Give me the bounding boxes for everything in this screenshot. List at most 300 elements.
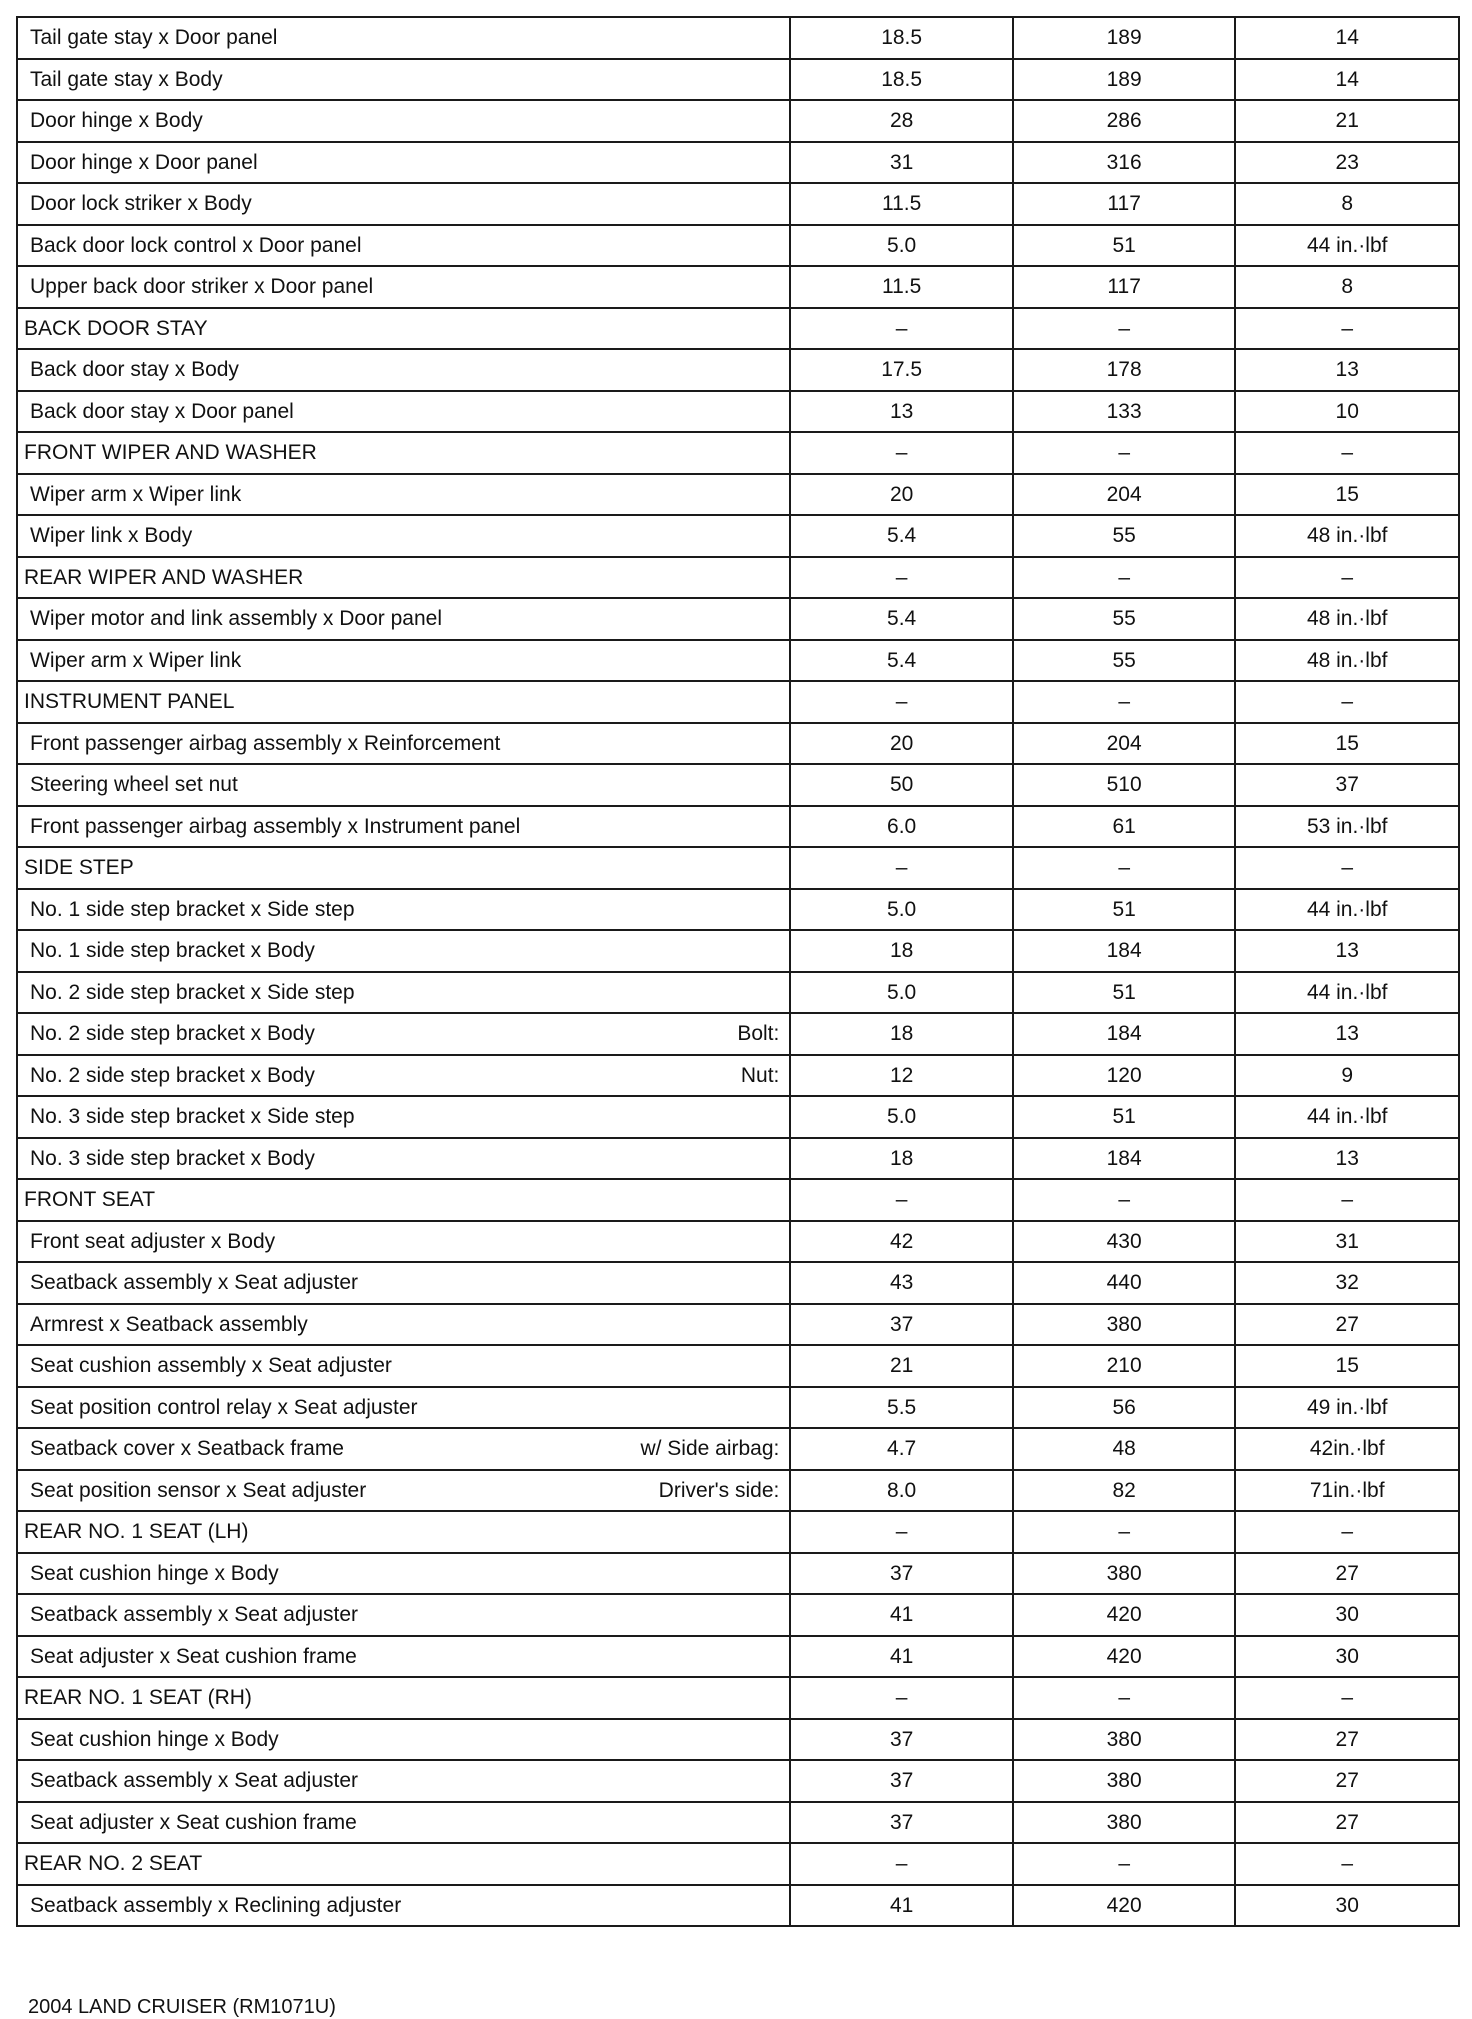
item-cell-content <box>30 401 789 422</box>
table-row <box>17 1096 1459 1138</box>
part-label: Tail gate stay x Body <box>30 67 223 91</box>
item-cell-content <box>24 1521 789 1542</box>
torque-nm-cell: 5.4 <box>790 598 1013 640</box>
item-cell <box>17 598 790 640</box>
item-cell <box>17 557 790 599</box>
item-cell <box>17 1179 790 1221</box>
torque-nm-cell: 5.4 <box>790 640 1013 682</box>
torque-nm-cell: – <box>790 1511 1013 1553</box>
torque-kgfcm-cell: – <box>1013 432 1236 474</box>
part-label: Seat cushion assembly x Seat adjuster <box>30 1354 392 1378</box>
item-cell <box>17 349 790 391</box>
torque-nm-cell: 41 <box>790 1636 1013 1678</box>
part-label: Steering wheel set nut <box>30 773 238 797</box>
part-label: Wiper motor and link assembly x Door panel <box>30 607 443 631</box>
torque-nm-cell: 42 <box>790 1221 1013 1263</box>
section-header-row <box>17 1511 1459 1553</box>
item-cell <box>17 1719 790 1761</box>
item-cell-content <box>30 1729 789 1750</box>
torque-ftlbf-cell: 8 <box>1235 266 1459 308</box>
torque-kgfcm-cell: 61 <box>1013 806 1236 848</box>
torque-nm-cell: 37 <box>790 1553 1013 1595</box>
item-cell-content <box>30 1812 789 1833</box>
torque-ftlbf-cell: 44 in.·lbf <box>1235 1096 1459 1138</box>
torque-ftlbf-cell: 13 <box>1235 1013 1459 1055</box>
part-label: No. 3 side step bracket x Side step <box>30 1105 355 1129</box>
part-label: No. 1 side step bracket x Side step <box>30 897 355 921</box>
item-cell-content <box>30 1563 789 1584</box>
torque-kgfcm-cell: 210 <box>1013 1345 1236 1387</box>
item-cell <box>17 432 790 474</box>
item-cell <box>17 183 790 225</box>
part-label: No. 2 side step bracket x Body <box>30 1022 315 1046</box>
part-label: Wiper arm x Wiper link <box>30 648 242 672</box>
torque-nm-cell: – <box>790 1677 1013 1719</box>
item-cell-content <box>30 110 789 131</box>
torque-nm-cell: – <box>790 557 1013 599</box>
table-row <box>17 225 1459 267</box>
torque-ftlbf-cell: 14 <box>1235 59 1459 101</box>
item-cell <box>17 1013 790 1055</box>
part-label: Seatback assembly x Seat adjuster <box>30 1271 359 1295</box>
item-cell <box>17 764 790 806</box>
torque-ftlbf-cell: 49 in.·lbf <box>1235 1387 1459 1429</box>
part-label: Back door stay x Body <box>30 358 239 382</box>
item-cell-content <box>30 982 789 1003</box>
section-header-row <box>17 557 1459 599</box>
torque-nm-cell: 18.5 <box>790 17 1013 59</box>
torque-kgfcm-cell: 184 <box>1013 1138 1236 1180</box>
item-cell <box>17 1843 790 1885</box>
torque-nm-cell: – <box>790 308 1013 350</box>
item-cell <box>17 1677 790 1719</box>
part-label: No. 2 side step bracket x Side step <box>30 980 355 1004</box>
table-row <box>17 474 1459 516</box>
torque-kgfcm-cell: – <box>1013 681 1236 723</box>
torque-kgfcm-cell: – <box>1013 1511 1236 1553</box>
item-cell-content <box>30 1895 789 1916</box>
section-title: REAR NO. 2 SEAT <box>24 1852 203 1876</box>
item-cell <box>17 1096 790 1138</box>
part-label: Armrest x Seatback assembly <box>30 1312 308 1336</box>
torque-kgfcm-cell: 51 <box>1013 1096 1236 1138</box>
torque-ftlbf-cell: 27 <box>1235 1553 1459 1595</box>
part-label: Door lock striker x Body <box>30 192 252 216</box>
torque-ftlbf-cell: 32 <box>1235 1262 1459 1304</box>
torque-kgfcm-cell: 420 <box>1013 1636 1236 1678</box>
torque-kgfcm-cell: 420 <box>1013 1885 1236 1927</box>
item-cell <box>17 225 790 267</box>
item-cell-content <box>30 608 789 629</box>
table-row <box>17 1055 1459 1097</box>
part-label: Back door lock control x Door panel <box>30 233 362 257</box>
item-cell <box>17 847 790 889</box>
torque-kgfcm-cell: 380 <box>1013 1304 1236 1346</box>
item-cell-content <box>30 235 789 256</box>
item-cell-content <box>30 1065 789 1086</box>
torque-ftlbf-cell: 15 <box>1235 1345 1459 1387</box>
section-title: REAR WIPER AND WASHER <box>24 565 304 589</box>
part-label: Door hinge x Door panel <box>30 150 258 174</box>
torque-ftlbf-cell: 27 <box>1235 1802 1459 1844</box>
table-row <box>17 266 1459 308</box>
torque-ftlbf-cell: 10 <box>1235 391 1459 433</box>
section-header-row <box>17 1843 1459 1885</box>
item-cell-content <box>30 899 789 920</box>
torque-nm-cell: 18 <box>790 1013 1013 1055</box>
item-cell-content <box>30 1397 789 1418</box>
section-header-row <box>17 1677 1459 1719</box>
torque-nm-cell: 20 <box>790 723 1013 765</box>
part-label: Seatback assembly x Seat adjuster <box>30 1603 359 1627</box>
item-cell <box>17 1885 790 1927</box>
item-cell-content <box>24 857 789 878</box>
torque-kgfcm-cell: – <box>1013 1179 1236 1221</box>
torque-ftlbf-cell: 13 <box>1235 349 1459 391</box>
torque-nm-cell: 50 <box>790 764 1013 806</box>
torque-nm-cell: 13 <box>790 391 1013 433</box>
torque-ftlbf-cell: – <box>1235 308 1459 350</box>
item-cell-content <box>30 1023 789 1044</box>
torque-kgfcm-cell: 204 <box>1013 474 1236 516</box>
torque-nm-cell: 5.0 <box>790 225 1013 267</box>
torque-kgfcm-cell: 133 <box>1013 391 1236 433</box>
item-cell <box>17 1055 790 1097</box>
torque-nm-cell: 11.5 <box>790 266 1013 308</box>
table-row <box>17 889 1459 931</box>
torque-ftlbf-cell: – <box>1235 557 1459 599</box>
item-cell <box>17 142 790 184</box>
torque-ftlbf-cell: 30 <box>1235 1636 1459 1678</box>
item-cell <box>17 1470 790 1512</box>
torque-ftlbf-cell: – <box>1235 1179 1459 1221</box>
torque-nm-cell: 18 <box>790 1138 1013 1180</box>
item-cell-content <box>30 1272 789 1293</box>
torque-kgfcm-cell: 316 <box>1013 142 1236 184</box>
torque-kgfcm-cell: 510 <box>1013 764 1236 806</box>
item-cell <box>17 266 790 308</box>
torque-kgfcm-cell: 420 <box>1013 1594 1236 1636</box>
table-row <box>17 764 1459 806</box>
item-cell-content <box>30 152 789 173</box>
item-cell-content <box>30 940 789 961</box>
torque-nm-cell: 41 <box>790 1594 1013 1636</box>
item-cell <box>17 474 790 516</box>
torque-kgfcm-cell: 120 <box>1013 1055 1236 1097</box>
torque-kgfcm-cell: – <box>1013 1843 1236 1885</box>
torque-ftlbf-cell: 23 <box>1235 142 1459 184</box>
torque-nm-cell: 37 <box>790 1760 1013 1802</box>
item-cell <box>17 1345 790 1387</box>
item-cell-content <box>24 1687 789 1708</box>
item-cell <box>17 806 790 848</box>
item-cell-content <box>30 816 789 837</box>
torque-nm-cell: 6.0 <box>790 806 1013 848</box>
torque-ftlbf-cell: 48 in.·lbf <box>1235 515 1459 557</box>
part-label: Seat adjuster x Seat cushion frame <box>30 1810 357 1834</box>
torque-nm-cell: 37 <box>790 1802 1013 1844</box>
item-cell <box>17 1802 790 1844</box>
table-row <box>17 183 1459 225</box>
item-cell-content <box>30 1314 789 1335</box>
torque-kgfcm-cell: 380 <box>1013 1553 1236 1595</box>
item-cell-content <box>30 650 789 671</box>
item-cell-content <box>30 484 789 505</box>
table-row <box>17 723 1459 765</box>
item-cell <box>17 17 790 59</box>
part-label: Seat cushion hinge x Body <box>30 1727 279 1751</box>
section-title: REAR NO. 1 SEAT (LH) <box>24 1520 249 1544</box>
torque-nm-cell: – <box>790 1179 1013 1221</box>
torque-ftlbf-cell: 9 <box>1235 1055 1459 1097</box>
item-cell <box>17 1636 790 1678</box>
torque-nm-cell: – <box>790 432 1013 474</box>
torque-nm-cell: 5.0 <box>790 889 1013 931</box>
item-cell <box>17 1262 790 1304</box>
table-row <box>17 1138 1459 1180</box>
table-row <box>17 598 1459 640</box>
part-label: Seatback assembly x Reclining adjuster <box>30 1893 402 1917</box>
item-cell <box>17 1511 790 1553</box>
item-cell-content <box>30 1604 789 1625</box>
part-label: Seat position sensor x Seat adjuster <box>30 1478 367 1502</box>
condition-note: Bolt: <box>737 1022 780 1046</box>
torque-nm-cell: 5.4 <box>790 515 1013 557</box>
torque-ftlbf-cell: 13 <box>1235 1138 1459 1180</box>
item-cell-content <box>30 1355 789 1376</box>
torque-kgfcm-cell: 55 <box>1013 598 1236 640</box>
torque-kgfcm-cell: 51 <box>1013 225 1236 267</box>
section-header-row <box>17 432 1459 474</box>
item-cell-content <box>24 1189 789 1210</box>
part-label: Seatback cover x Seatback frame <box>30 1437 344 1461</box>
section-header-row <box>17 847 1459 889</box>
item-cell-content <box>30 193 789 214</box>
torque-nm-cell: 43 <box>790 1262 1013 1304</box>
torque-ftlbf-cell: – <box>1235 847 1459 889</box>
torque-ftlbf-cell: 42in.·lbf <box>1235 1428 1459 1470</box>
item-cell <box>17 1138 790 1180</box>
torque-ftlbf-cell: 30 <box>1235 1594 1459 1636</box>
torque-ftlbf-cell: 48 in.·lbf <box>1235 640 1459 682</box>
torque-nm-cell: 12 <box>790 1055 1013 1097</box>
torque-nm-cell: 5.0 <box>790 972 1013 1014</box>
item-cell <box>17 930 790 972</box>
part-label: Front passenger airbag assembly x Instrument panel <box>30 814 521 838</box>
torque-nm-cell: 31 <box>790 142 1013 184</box>
page-footer: 2004 LAND CRUISER (RM1071U) <box>28 1996 336 2018</box>
table-row <box>17 640 1459 682</box>
item-cell-content <box>30 1148 789 1169</box>
torque-kgfcm-cell: – <box>1013 308 1236 350</box>
section-title: SIDE STEP <box>24 856 134 880</box>
item-cell-content <box>30 1438 789 1459</box>
part-label: Front seat adjuster x Body <box>30 1229 276 1253</box>
torque-nm-cell: 21 <box>790 1345 1013 1387</box>
torque-kgfcm-cell: 82 <box>1013 1470 1236 1512</box>
item-cell <box>17 972 790 1014</box>
torque-kgfcm-cell: 380 <box>1013 1719 1236 1761</box>
item-cell <box>17 1304 790 1346</box>
torque-ftlbf-cell: – <box>1235 681 1459 723</box>
torque-nm-cell: 18 <box>790 930 1013 972</box>
section-title: FRONT WIPER AND WASHER <box>24 441 317 465</box>
torque-spec-table-body <box>17 17 1459 1926</box>
part-label: Seat cushion hinge x Body <box>30 1561 279 1585</box>
torque-nm-cell: 28 <box>790 100 1013 142</box>
table-row <box>17 1387 1459 1429</box>
torque-kgfcm-cell: 51 <box>1013 972 1236 1014</box>
table-row <box>17 391 1459 433</box>
item-cell-content <box>30 69 789 90</box>
part-label: Seat position control relay x Seat adjuster <box>30 1395 418 1419</box>
item-cell-content <box>24 691 789 712</box>
table-row <box>17 1802 1459 1844</box>
torque-spec-table <box>16 16 1460 1927</box>
torque-kgfcm-cell: 55 <box>1013 640 1236 682</box>
torque-ftlbf-cell: – <box>1235 1511 1459 1553</box>
torque-ftlbf-cell: 13 <box>1235 930 1459 972</box>
part-label: Upper back door striker x Door panel <box>30 275 374 299</box>
torque-ftlbf-cell: 27 <box>1235 1304 1459 1346</box>
torque-nm-cell: – <box>790 681 1013 723</box>
part-label: Seat adjuster x Seat cushion frame <box>30 1644 357 1668</box>
table-row <box>17 1470 1459 1512</box>
table-row <box>17 1719 1459 1761</box>
item-cell-content <box>30 27 789 48</box>
torque-kgfcm-cell: – <box>1013 557 1236 599</box>
item-cell <box>17 1221 790 1263</box>
part-label: Front passenger airbag assembly x Reinforcement <box>30 731 501 755</box>
part-label: Wiper arm x Wiper link <box>30 482 242 506</box>
section-header-row <box>17 1179 1459 1221</box>
table-row <box>17 1262 1459 1304</box>
item-cell-content <box>30 1480 789 1501</box>
torque-ftlbf-cell: 48 in.·lbf <box>1235 598 1459 640</box>
torque-ftlbf-cell: 44 in.·lbf <box>1235 889 1459 931</box>
item-cell <box>17 681 790 723</box>
table-row <box>17 972 1459 1014</box>
part-label: No. 2 side step bracket x Body <box>30 1063 315 1087</box>
item-cell-content <box>30 774 789 795</box>
torque-nm-cell: 37 <box>790 1304 1013 1346</box>
torque-nm-cell: 18.5 <box>790 59 1013 101</box>
condition-note: Driver's side: <box>658 1478 780 1502</box>
table-row <box>17 349 1459 391</box>
torque-ftlbf-cell: 27 <box>1235 1760 1459 1802</box>
torque-kgfcm-cell: 184 <box>1013 930 1236 972</box>
torque-ftlbf-cell: 27 <box>1235 1719 1459 1761</box>
item-cell <box>17 1387 790 1429</box>
item-cell-content <box>30 276 789 297</box>
item-cell <box>17 515 790 557</box>
torque-ftlbf-cell: 21 <box>1235 100 1459 142</box>
torque-nm-cell: 11.5 <box>790 183 1013 225</box>
item-cell <box>17 1428 790 1470</box>
torque-ftlbf-cell: 53 in.·lbf <box>1235 806 1459 848</box>
item-cell <box>17 889 790 931</box>
item-cell-content <box>24 442 789 463</box>
table-row <box>17 1553 1459 1595</box>
torque-ftlbf-cell: 31 <box>1235 1221 1459 1263</box>
torque-nm-cell: 20 <box>790 474 1013 516</box>
table-row <box>17 59 1459 101</box>
table-row <box>17 1636 1459 1678</box>
torque-ftlbf-cell: 30 <box>1235 1885 1459 1927</box>
part-label: Door hinge x Body <box>30 109 203 133</box>
torque-ftlbf-cell: – <box>1235 432 1459 474</box>
torque-nm-cell: 4.7 <box>790 1428 1013 1470</box>
torque-nm-cell: – <box>790 1843 1013 1885</box>
part-label: Wiper link x Body <box>30 524 193 548</box>
torque-ftlbf-cell: – <box>1235 1677 1459 1719</box>
torque-nm-cell: 17.5 <box>790 349 1013 391</box>
torque-kgfcm-cell: 178 <box>1013 349 1236 391</box>
table-row <box>17 1013 1459 1055</box>
table-row <box>17 930 1459 972</box>
torque-kgfcm-cell: 48 <box>1013 1428 1236 1470</box>
section-title: INSTRUMENT PANEL <box>24 690 235 714</box>
torque-kgfcm-cell: 286 <box>1013 100 1236 142</box>
item-cell-content <box>30 1646 789 1667</box>
table-row <box>17 17 1459 59</box>
item-cell <box>17 308 790 350</box>
section-title: BACK DOOR STAY <box>24 316 208 340</box>
torque-nm-cell: 5.0 <box>790 1096 1013 1138</box>
torque-kgfcm-cell: 380 <box>1013 1802 1236 1844</box>
torque-ftlbf-cell: 71in.·lbf <box>1235 1470 1459 1512</box>
torque-kgfcm-cell: 117 <box>1013 183 1236 225</box>
torque-kgfcm-cell: 430 <box>1013 1221 1236 1263</box>
item-cell-content <box>30 1231 789 1252</box>
torque-nm-cell: 37 <box>790 1719 1013 1761</box>
item-cell-content <box>24 567 789 588</box>
torque-kgfcm-cell: – <box>1013 1677 1236 1719</box>
table-row <box>17 1428 1459 1470</box>
torque-nm-cell: 8.0 <box>790 1470 1013 1512</box>
item-cell <box>17 640 790 682</box>
torque-kgfcm-cell: 204 <box>1013 723 1236 765</box>
condition-note: Nut: <box>740 1063 780 1087</box>
torque-ftlbf-cell: – <box>1235 1843 1459 1885</box>
item-cell <box>17 723 790 765</box>
table-row <box>17 1760 1459 1802</box>
torque-kgfcm-cell: 51 <box>1013 889 1236 931</box>
torque-kgfcm-cell: – <box>1013 847 1236 889</box>
item-cell <box>17 100 790 142</box>
item-cell <box>17 1553 790 1595</box>
torque-kgfcm-cell: 184 <box>1013 1013 1236 1055</box>
item-cell-content <box>30 1770 789 1791</box>
section-header-row <box>17 681 1459 723</box>
torque-ftlbf-cell: 8 <box>1235 183 1459 225</box>
part-label: No. 3 side step bracket x Body <box>30 1146 315 1170</box>
item-cell <box>17 1594 790 1636</box>
torque-kgfcm-cell: 440 <box>1013 1262 1236 1304</box>
table-row <box>17 1885 1459 1927</box>
section-header-row <box>17 308 1459 350</box>
item-cell-content <box>24 318 789 339</box>
section-title: FRONT SEAT <box>24 1188 156 1212</box>
torque-nm-cell: – <box>790 847 1013 889</box>
torque-ftlbf-cell: 14 <box>1235 17 1459 59</box>
table-row <box>17 1594 1459 1636</box>
part-label: Seatback assembly x Seat adjuster <box>30 1769 359 1793</box>
torque-ftlbf-cell: 37 <box>1235 764 1459 806</box>
part-label: Tail gate stay x Door panel <box>30 26 278 50</box>
table-row <box>17 1304 1459 1346</box>
torque-ftlbf-cell: 44 in.·lbf <box>1235 225 1459 267</box>
